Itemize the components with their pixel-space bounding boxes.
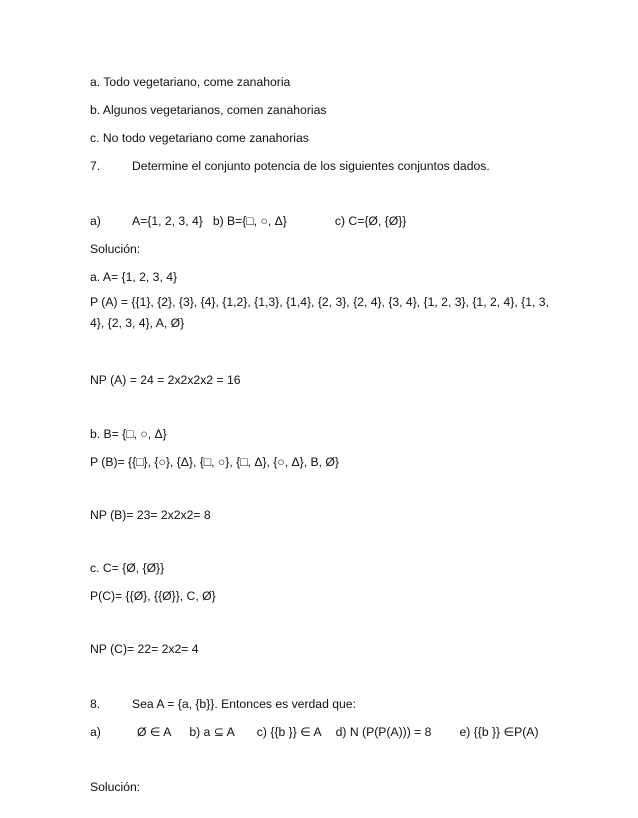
- statement-b: b. Algunos vegetarianos, comen zanahorias: [90, 103, 327, 117]
- option-label: a): [90, 214, 101, 228]
- solution-heading-2: Solución:: [90, 780, 141, 794]
- option-b: b) B={□, ○, Δ}: [212, 214, 287, 228]
- option-a: A={1, 2, 3, 4}: [132, 214, 203, 228]
- question-7-number: 7.: [90, 159, 101, 173]
- cardinality-a: NP (A) = 24 = 2x2x2x2 = 16: [90, 373, 241, 387]
- power-set-b: P (B)= {{□}, {○}, {Δ}, {□, ○}, {□, Δ}, {○, Δ}, B, Ø}: [90, 455, 339, 469]
- question-8-text: Sea A = {a, {b}}. Entonces es verdad que:: [132, 697, 356, 711]
- set-c: c. C= {Ø, {Ø}}: [90, 561, 165, 575]
- question-8: [90, 696, 560, 712]
- solution-heading: Solución:: [90, 242, 141, 256]
- q8-option-label: a): [90, 725, 101, 739]
- q8-option-b: b) a ⊆ A: [189, 725, 235, 739]
- power-set-c: P(C)= {{Ø}, {{Ø}}, C, Ø}: [90, 589, 216, 603]
- set-a: a. A= {1, 2, 3, 4}: [90, 270, 178, 284]
- set-b: b. B= {□, ○, Δ}: [90, 427, 167, 441]
- statement-c: c. No todo vegetariano come zanahorias: [90, 131, 309, 145]
- option-c: c) C={Ø, {Ø}}: [334, 214, 407, 228]
- cardinality-b: NP (B)= 23= 2x2x2= 8: [90, 508, 211, 522]
- question-8-options: [90, 724, 560, 740]
- cardinality-c: NP (C)= 22= 2x2= 4: [90, 642, 199, 656]
- question-7: [90, 158, 560, 174]
- question-7-text: Determine el conjunto potencia de los siguientes conjuntos dados.: [132, 159, 490, 173]
- q8-option-a: Ø ∈ A: [137, 725, 172, 739]
- question-8-number: 8.: [90, 697, 101, 711]
- q8-option-e: e) {{b }} ∈P(A): [459, 725, 539, 739]
- q8-option-c: c) {{b }} ∈ A: [256, 725, 322, 739]
- statement-a: a. Todo vegetariano, come zanahoria: [90, 75, 291, 89]
- question-7-options: [90, 213, 560, 229]
- power-set-a: P (A) = {{1}, {2}, {3}, {4}, {1,2}, {1,3}, {1,4}, {2, 3}, {2, 4}, {3, 4}, {1, 2, 3}, {1, 2, 4}, {1, 3, 4}, {2, 3, 4}, A, Ø}: [90, 295, 549, 330]
- q8-option-d: d) N (P(P(A))) = 8: [335, 725, 432, 739]
